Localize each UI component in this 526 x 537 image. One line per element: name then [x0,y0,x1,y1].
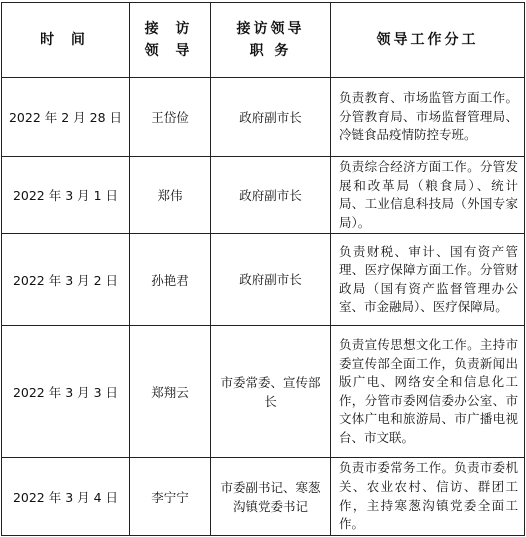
header-position-line1: 接访领导 [236,21,305,37]
duties-cell: 负责教育、市场监管方面工作。分管教育局、市场监督管理局、冷链食品疫情防控专班。 [331,78,525,157]
position-cell: 政府副市长 [211,78,331,157]
leader-cell: 李宁宁 [130,458,211,535]
leader-cell: 郑伟 [130,157,211,234]
table-row [2,157,525,234]
date-cell: 2022 年 3 月 2 日 [2,234,130,326]
duties-cell: 负责综合经济方面工作。分管发展和改革局（粮食局）、统计局、工业信息科技局（外国专家局）。 [331,157,525,234]
position-cell: 政府副市长 [211,157,331,234]
leader-cell: 郑翔云 [130,326,211,458]
duties-cell: 负责市委常务工作。负责市委机关、农业农村、信访、群团工作，主持寒葱沟镇党委全面工作。 [331,458,525,535]
header-time: 时 间 [2,3,130,78]
reception-schedule-table [1,2,525,536]
header-duties: 领导工作分工 [331,3,525,78]
header-position [211,3,331,78]
header-position-line2: 职 务 [249,43,292,59]
date-cell: 2022 年 3 月 3 日 [2,326,130,458]
table-row [2,458,525,535]
header-leader-line2: 领 导 [144,43,196,59]
header-leader-line1: 接 访 [144,21,196,37]
header-row [2,3,525,78]
date-cell: 2022 年 2 月 28 日 [2,78,130,157]
table-row [2,234,525,326]
date-cell: 2022 年 3 月 1 日 [2,157,130,234]
duties-cell: 负责财税、审计、国有资产管理、医疗保障方面工作。分管财政局（国有资产监督管理办公室、市金融局）、医疗保障局。 [331,234,525,326]
position-cell: 市委常委、宣传部长 [211,326,331,458]
leader-cell: 王岱俭 [130,78,211,157]
table-row [2,326,525,458]
duties-cell: 负责宣传思想文化工作。主持市委宣传部全面工作，负责新闻出版广电、网络安全和信息化工作，分管市委网信委办公室、市文体广电和旅游局、市广播电视台、市文联。 [331,326,525,458]
position-cell: 市委副书记、寒葱沟镇党委书记 [211,458,331,535]
date-cell: 2022 年 3 月 4 日 [2,458,130,535]
position-cell: 政府副市长 [211,234,331,326]
table-row [2,78,525,157]
header-leader [130,3,211,78]
leader-cell: 孙艳君 [130,234,211,326]
